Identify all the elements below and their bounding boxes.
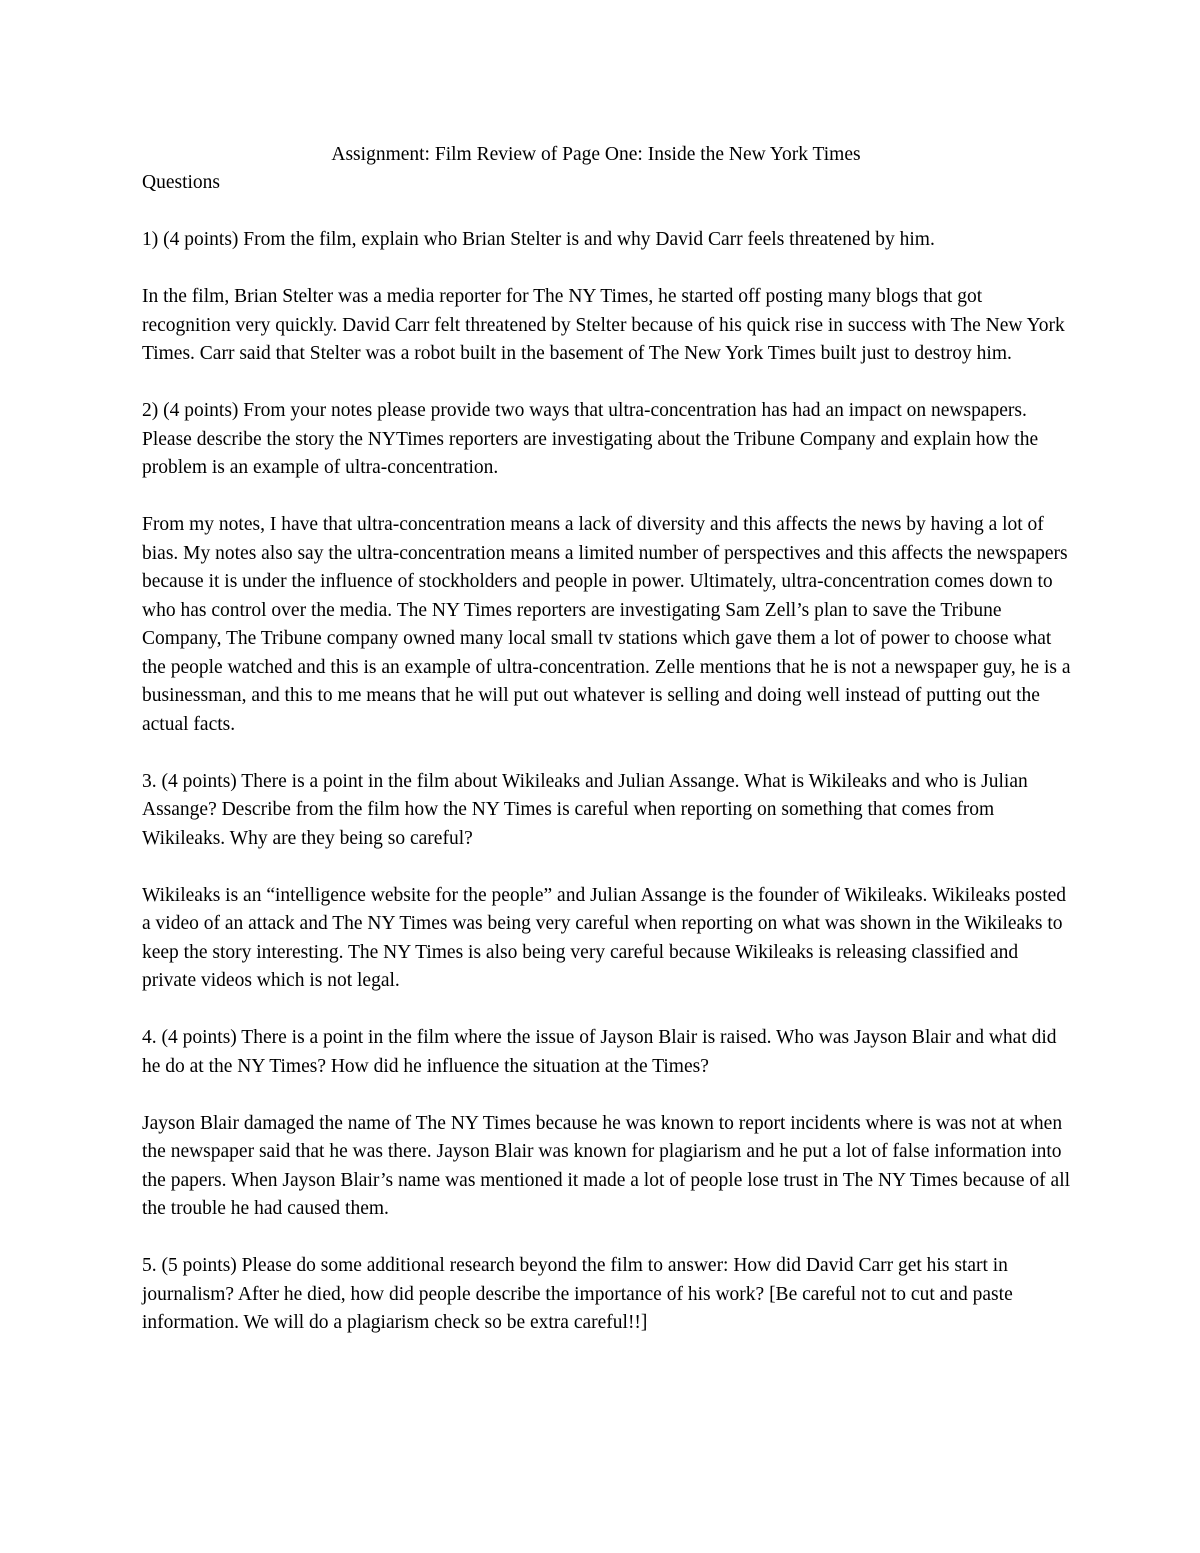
- answer-2: From my notes, I have that ultra-concentration means a lack of diversity and this affects the news by having a lot of bias. My notes also say the ultra-concentration means a limited number of perspectives and this affects the newspapers because it is under the influence of stockholders and people in power. Ultimately, ultra-concentration comes down to who has control over the media. The NY Times reporters are investigating Sam Zell’s plan to save the Tribune Company, The Tribune company owned many local small tv stations which gave them a lot of power to choose what the people watched and this is an example of ultra-concentration. Zelle mentions that he is not a newspaper guy, he is a businessman, and this to me means that he will put out whatever is selling and doing well instead of putting out the actual facts.: [142, 514, 1071, 735]
- document-title: [0, 141, 1200, 170]
- answer-4: Jayson Blair damaged the name of The NY Times because he was known to report incidents where is was not at when the newspaper said that he was there. Jayson Blair was known for plagiarism and he put a lot of false information into the papers. When Jayson Blair’s name was mentioned it made a lot of people lose trust in The NY Times because of all the trouble he had caused them.: [142, 1112, 1071, 1219]
- answer-1: In the film, Brian Stelter was a media reporter for The NY Times, he started off posting many blogs that got recognition very quickly. David Carr felt threatened by Stelter because of his quick rise in success with The New York Times. Carr said that Stelter was a robot built in the basement of The New York Times built just to destroy him.: [142, 286, 1065, 364]
- answer-3: Wikileaks is an “intelligence website for the people” and Julian Assange is the founder of Wikileaks. Wikileaks posted a video of an attack and The NY Times was being very careful when reporting on what was shown in the Wikileaks to keep the story interesting. The NY Times is also being very careful because Wikileaks is releasing classified and private videos which is not legal.: [142, 884, 1067, 991]
- question-5: 5. (5 points) Please do some additional research beyond the film to answer: How did David Carr get his start in journalism? After he died, how did people describe the importance of his work? [Be careful not to cut and paste information. We will do a plagiarism check so be extra careful!!]: [142, 1255, 1013, 1333]
- document-title-text: Assignment: Film Review of Page One: Inside the New York Times: [331, 144, 861, 165]
- question-1: 1) (4 points) From the film, explain who Brian Stelter is and why David Carr feels threatened by him.: [142, 229, 935, 250]
- questions-heading: Questions: [142, 172, 220, 193]
- question-2: 2) (4 points) From your notes please provide two ways that ultra-concentration has had an impact on newspapers. Please describe the story the NYTimes reporters are investigating about the Tribune Company and explain how the problem is an example of ultra-concentration.: [142, 400, 1039, 478]
- question-4: 4. (4 points) There is a point in the film where the issue of Jayson Blair is raised. Who was Jayson Blair and what did he do at the NY Times? How did he influence the situation at the Times?: [142, 1027, 1057, 1077]
- question-3: 3. (4 points) There is a point in the film about Wikileaks and Julian Assange. What is Wikileaks and who is Julian Assange? Describe from the film how the NY Times is careful when reporting on something that comes from Wikileaks. Why are they being so careful?: [142, 770, 1028, 849]
- document-body: [142, 169, 1072, 1338]
